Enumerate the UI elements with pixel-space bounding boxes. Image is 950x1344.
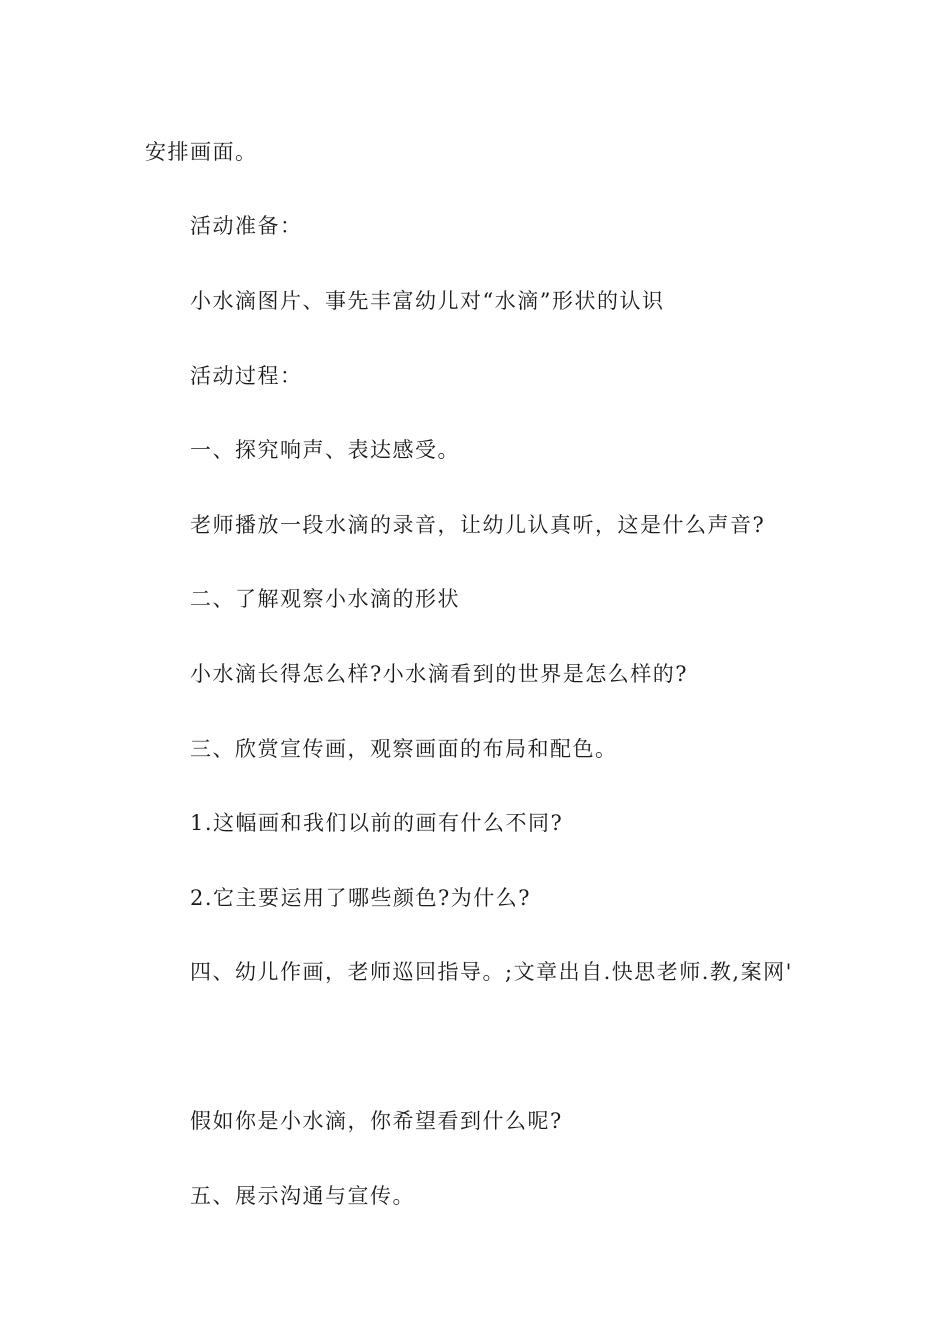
step-heading-1: 一、探究响声、表达感受。 — [190, 438, 460, 462]
step-heading-4: 四、幼儿作画，老师巡回指导。;文章出自.快思老师.教,案网' — [190, 960, 793, 984]
section-heading-process: 活动过程： — [190, 364, 303, 388]
text-line-continuation: 安排画面。 — [145, 140, 258, 164]
text-line-materials: 小水滴图片、事先丰富幼儿对“水滴”形状的认识 — [190, 289, 665, 313]
text-line-question-2: 2.它主要运用了哪些颜色?为什么? — [190, 886, 532, 910]
section-heading-preparation: 活动准备： — [190, 214, 303, 238]
step-heading-3: 三、欣赏宣传画，观察画面的布局和配色。 — [190, 737, 618, 761]
step-heading-2: 二、了解观察小水滴的形状 — [190, 587, 460, 611]
text-line-question-1: 1.这幅画和我们以前的画有什么不同? — [190, 811, 564, 835]
text-line-step-4: 假如你是小水滴，你希望看到什么呢? — [190, 1109, 563, 1133]
text-line-step-2: 小水滴长得怎么样?小水滴看到的世界是怎么样的? — [190, 662, 689, 686]
text-line-step-1: 老师播放一段水滴的录音，让幼儿认真听，这是什么声音? — [190, 513, 766, 537]
step-heading-5: 五、展示沟通与宣传。 — [190, 1184, 415, 1208]
